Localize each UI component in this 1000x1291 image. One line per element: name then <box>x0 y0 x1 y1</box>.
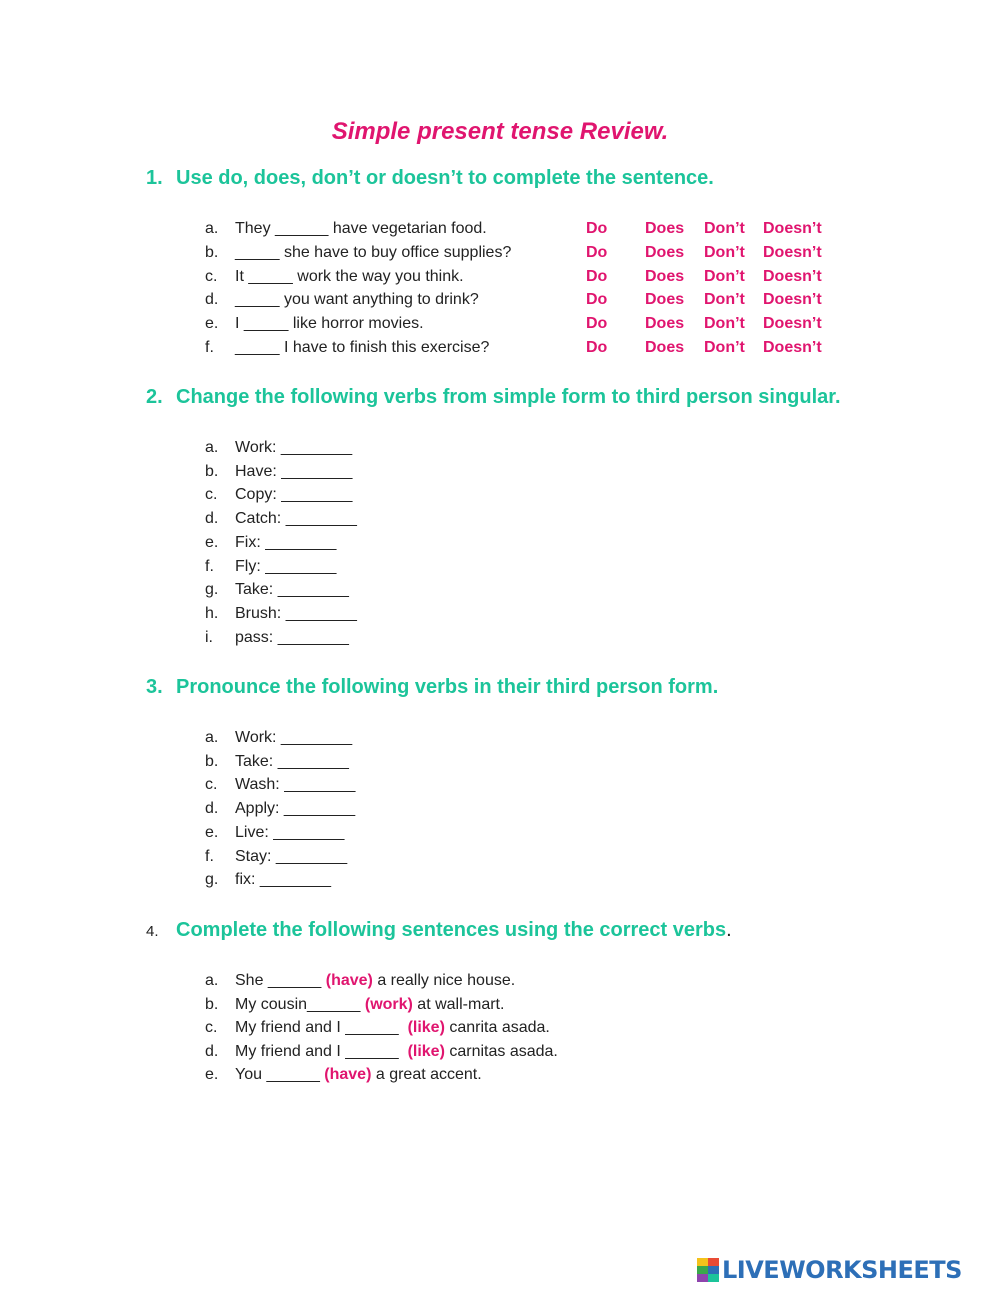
item-text-after: a great accent. <box>371 1066 482 1083</box>
item-text: Have: ________ <box>235 463 353 480</box>
item-text-before: My friend and I ______ <box>235 1019 408 1036</box>
question-text: Change the following verbs from simple form to third person singular. <box>176 386 841 408</box>
list-item <box>205 313 424 335</box>
item-text-after: at wall-mart. <box>412 996 505 1013</box>
item-text-before: She ______ <box>235 972 326 989</box>
item-letter: a. <box>205 220 219 237</box>
item-text: Wash: ________ <box>235 776 356 793</box>
list-item <box>205 869 331 891</box>
list-item <box>205 846 347 868</box>
item-letter: b. <box>205 996 219 1013</box>
question-4-heading <box>146 919 732 942</box>
item-letter: h. <box>205 605 219 622</box>
answer-option-1[interactable]: Does <box>645 291 685 308</box>
logo-square <box>708 1258 719 1266</box>
answer-option-2[interactable]: Don’t <box>704 291 745 308</box>
item-text: It _____ work the way you think. <box>235 268 464 285</box>
item-text: Work: ________ <box>235 439 353 456</box>
logo-square <box>697 1274 708 1282</box>
answer-option-3[interactable]: Doesn’t <box>763 220 822 237</box>
liveworksheets-logo-icon <box>697 1258 719 1282</box>
item-letter: g. <box>205 871 219 888</box>
answer-option-1[interactable]: Does <box>645 244 685 261</box>
answer-option-0[interactable]: Do <box>586 291 608 308</box>
list-item <box>205 774 355 796</box>
liveworksheets-logo <box>697 1255 962 1285</box>
answer-option-2[interactable]: Don’t <box>704 244 745 261</box>
item-letter: c. <box>205 1019 218 1036</box>
item-letter: f. <box>205 558 214 575</box>
answer-option-1[interactable]: Does <box>645 315 685 332</box>
question-2-heading <box>146 386 841 409</box>
item-letter: e. <box>205 824 219 841</box>
page-title: Simple present tense Review. <box>331 118 669 145</box>
logo-square <box>708 1266 719 1274</box>
item-text: _____ she have to buy office supplies? <box>235 244 512 261</box>
question-1-heading <box>146 167 714 190</box>
item-text-after: canrita asada. <box>444 1019 550 1036</box>
list-item <box>205 603 357 625</box>
item-text: Brush: ________ <box>235 605 357 622</box>
list-item <box>205 579 349 601</box>
item-text: Catch: ________ <box>235 510 357 527</box>
logo-square <box>697 1258 708 1266</box>
question-text: Pronounce the following verbs in their third person form. <box>176 676 719 698</box>
list-item <box>205 970 515 992</box>
item-letter: b. <box>205 244 219 261</box>
item-text-before: You ______ <box>235 1066 325 1083</box>
item-letter: a. <box>205 439 219 456</box>
item-letter: b. <box>205 463 219 480</box>
answer-option-0[interactable]: Do <box>586 315 608 332</box>
list-item <box>205 1041 558 1063</box>
answer-option-3[interactable]: Doesn’t <box>763 244 822 261</box>
item-letter: f. <box>205 339 214 356</box>
item-letter: d. <box>205 800 219 817</box>
list-item <box>205 798 355 820</box>
item-text-before: My cousin______ <box>235 996 365 1013</box>
logo-text: LIVEWORKSHEETS <box>722 1256 962 1284</box>
item-text: pass: ________ <box>235 629 349 646</box>
answer-option-0[interactable]: Do <box>586 220 608 237</box>
list-item <box>205 727 352 749</box>
list-item <box>205 266 464 288</box>
answer-option-1[interactable]: Does <box>645 339 685 356</box>
list-item <box>205 289 479 311</box>
item-text: Stay: ________ <box>235 848 348 865</box>
question-number: 4. <box>146 923 159 940</box>
item-letter: d. <box>205 1043 219 1060</box>
item-letter: f. <box>205 848 214 865</box>
list-item <box>205 461 352 483</box>
item-text: They ______ have vegetarian food. <box>235 220 487 237</box>
question-text: Complete the following sentences using the correct verbs <box>176 919 727 941</box>
list-item <box>205 508 357 530</box>
verb-hint: (like) <box>407 1019 445 1036</box>
item-letter: i. <box>205 629 213 646</box>
answer-option-3[interactable]: Doesn’t <box>763 291 822 308</box>
item-letter: e. <box>205 1066 219 1083</box>
answer-option-3[interactable]: Doesn’t <box>763 268 822 285</box>
item-letter: g. <box>205 581 219 598</box>
answer-option-0[interactable]: Do <box>586 244 608 261</box>
question-3-heading <box>146 676 718 699</box>
answer-option-3[interactable]: Doesn’t <box>763 315 822 332</box>
item-text: _____ you want anything to drink? <box>235 291 479 308</box>
list-item <box>205 627 349 649</box>
answer-option-1[interactable]: Does <box>645 268 685 285</box>
item-text: Fix: ________ <box>235 534 337 551</box>
logo-square <box>697 1266 708 1274</box>
item-text: Take: ________ <box>235 581 349 598</box>
item-text: Live: ________ <box>235 824 345 841</box>
item-text: Copy: ________ <box>235 486 353 503</box>
list-item <box>205 218 487 240</box>
answer-option-2[interactable]: Don’t <box>704 339 745 356</box>
list-item <box>205 437 352 459</box>
verb-hint: (have) <box>325 972 373 989</box>
item-letter: b. <box>205 753 219 770</box>
answer-option-1[interactable]: Does <box>645 220 685 237</box>
list-item <box>205 1064 482 1086</box>
verb-hint: (like) <box>407 1043 445 1060</box>
question-text-tail: . <box>726 919 732 941</box>
list-item <box>205 337 489 359</box>
item-letter: e. <box>205 534 219 551</box>
list-item <box>205 1017 550 1039</box>
question-number: 1. <box>146 167 163 189</box>
list-item <box>205 994 504 1016</box>
list-item <box>205 242 511 264</box>
answer-option-2[interactable]: Don’t <box>704 220 745 237</box>
logo-square <box>708 1274 719 1282</box>
answer-option-2[interactable]: Don’t <box>704 315 745 332</box>
verb-hint: (work) <box>364 996 413 1013</box>
item-text-before: My friend and I ______ <box>235 1043 408 1060</box>
item-letter: d. <box>205 291 219 308</box>
question-number: 3. <box>146 676 163 698</box>
item-text: fix: ________ <box>235 871 332 888</box>
item-text-after: carnitas asada. <box>444 1043 558 1060</box>
verb-hint: (have) <box>324 1066 372 1083</box>
answer-option-0[interactable]: Do <box>586 339 608 356</box>
item-text-after: a really nice house. <box>372 972 516 989</box>
item-letter: c. <box>205 776 218 793</box>
item-letter: c. <box>205 268 218 285</box>
item-text: Take: ________ <box>235 753 349 770</box>
list-item <box>205 751 349 773</box>
item-text: Work: ________ <box>235 729 353 746</box>
answer-option-2[interactable]: Don’t <box>704 268 745 285</box>
answer-option-3[interactable]: Doesn’t <box>763 339 822 356</box>
item-letter: e. <box>205 315 219 332</box>
list-item <box>205 484 352 506</box>
question-text: Use do, does, don’t or doesn’t to complete the sentence. <box>176 167 714 189</box>
item-letter: a. <box>205 729 219 746</box>
list-item <box>205 532 336 554</box>
list-item <box>205 556 336 578</box>
item-letter: d. <box>205 510 219 527</box>
item-text: Apply: ________ <box>235 800 356 817</box>
item-letter: c. <box>205 486 218 503</box>
item-text: I _____ like horror movies. <box>235 315 424 332</box>
question-number: 2. <box>146 386 163 408</box>
item-text: Fly: ________ <box>235 558 337 575</box>
item-text: _____ I have to finish this exercise? <box>235 339 490 356</box>
answer-option-0[interactable]: Do <box>586 268 608 285</box>
list-item <box>205 822 344 844</box>
item-letter: a. <box>205 972 219 989</box>
